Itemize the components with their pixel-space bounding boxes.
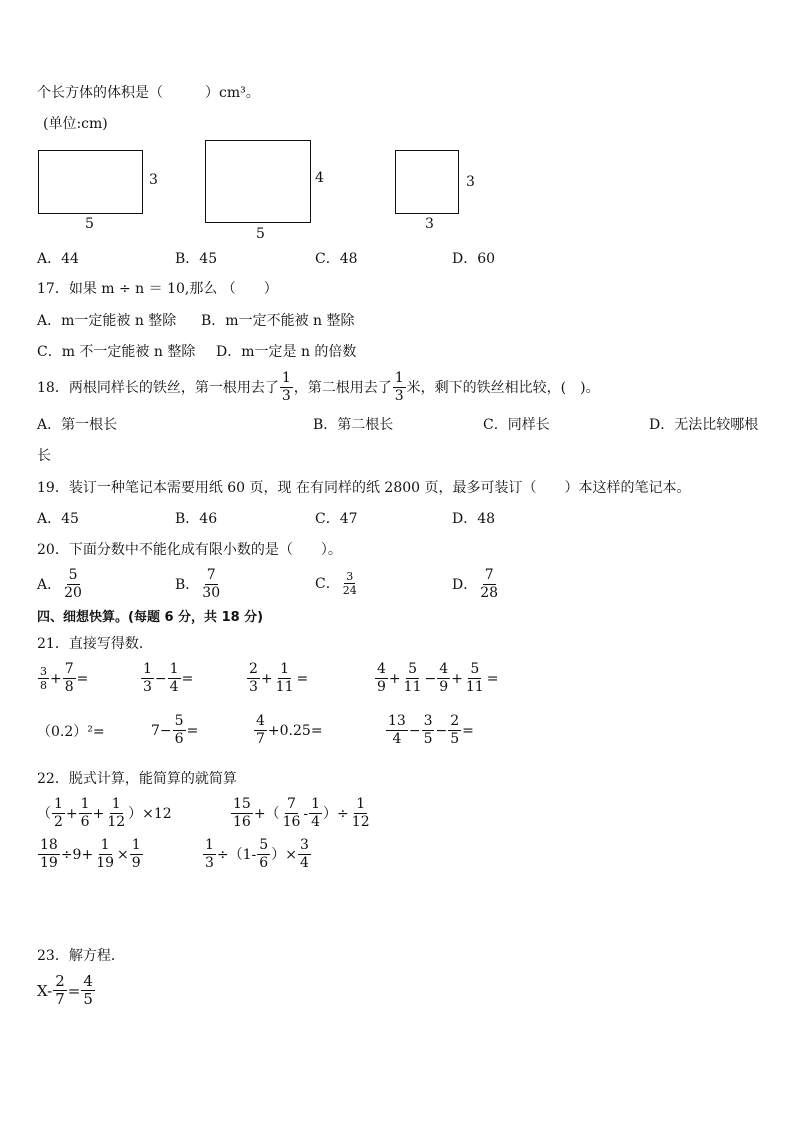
rectangle-1 [38, 150, 143, 214]
q20-option-a[interactable]: A． 5 20 [37, 567, 82, 601]
rectangle-2 [205, 140, 311, 223]
q22-expr-1: （ 1 2 + $\frac{1}{6}$ + $\frac{1}{12}$ ）×12 [37, 796, 172, 830]
q21-expr-5: （0.2）²= [37, 724, 105, 740]
q17-stem: 17．如果 m ÷ n ＝ 10,那么 （ ） [37, 281, 278, 297]
rectangle-2-side: 4 [315, 170, 324, 186]
q21-expr-1: 3 8 + $\frac{7}{8}$ = [40, 661, 89, 695]
q18-stem [37, 370, 600, 405]
q19-stem: 19．装订一种笔记本需要用纸 60 页，现 在有同样的纸 2800 页，最多可装订（ ）本这样的笔记本。 [37, 480, 691, 496]
q21-expr-7: 4 7 +0.25= [256, 713, 323, 747]
q18-option-a[interactable]: A．第一根长 [37, 417, 118, 433]
q22-expr-4: $\frac{1}{3}$ ÷（1- 5 6 ）× $\frac{3}{4}$ [205, 837, 309, 871]
q18-option-d-wrap: 长 [37, 448, 51, 464]
q19-option-a[interactable]: A．45 [37, 511, 79, 527]
q17-option-b[interactable]: B．m一定不能被 n 整除 [201, 313, 355, 329]
rectangle-1-bottom: 5 [85, 216, 94, 232]
q16-option-b[interactable]: B．45 [175, 251, 218, 267]
q20-option-d[interactable]: D． 7 28 [452, 567, 499, 601]
q18-option-b[interactable]: B．第二根长 [313, 417, 394, 433]
q16-unit-label: (单位:cm) [43, 116, 108, 132]
q16-option-a[interactable]: A．44 [37, 251, 79, 267]
q21-expr-2: 1 3 − $\frac{1}{4}$ = [143, 661, 194, 695]
q17-option-a[interactable]: A．m一定能被 n 整除 [37, 313, 177, 329]
q18-text-3: 米，剩下的铁丝相比较，( )。 [406, 379, 600, 396]
rectangle-2-bottom: 5 [256, 226, 265, 242]
q20-fraction-c: 3 24 [342, 570, 357, 597]
q18-fraction-2: 1 3 [394, 370, 404, 404]
q18-text-1: 18．两根同样长的铁丝，第一根用去了 [37, 379, 279, 396]
q21-stem: 21．直接写得数． [37, 636, 153, 652]
q16-option-d[interactable]: D．60 [452, 251, 496, 267]
q19-option-d[interactable]: D．48 [452, 511, 496, 527]
q20-stem: 20．下面分数中不能化成有限小数的是（ ）。 [37, 542, 342, 558]
q19-option-b[interactable]: B．46 [175, 511, 218, 527]
q20-fraction-a: 5 20 [64, 567, 82, 601]
q18-option-d[interactable]: D．无法比较哪根 [649, 417, 759, 433]
q23-stem: 23．解方程． [37, 948, 125, 964]
q20-fraction-b: 7 30 [202, 567, 221, 601]
q17-option-d[interactable]: D．m一定是 n 的倍数 [216, 344, 357, 360]
q19-option-c[interactable]: C．47 [315, 511, 358, 527]
q18-option-c[interactable]: C．同样长 [483, 417, 550, 433]
q22-stem: 22．脱式计算，能简算的就简算 [37, 771, 237, 787]
q22-expr-2: 15 16 +（ 7 16 - 1 4 ）÷ $\frac{1}{12}$ [233, 796, 370, 830]
q22-expr-3: $\frac{18}{19}$ ÷9+ $\frac{1}{19}$ × $\frac{1}{9}$ [40, 837, 141, 871]
square-3 [395, 150, 459, 214]
q18-fraction-1: 1 3 [281, 370, 291, 404]
q21-expr-3: 2 3 + $\frac{1}{11}$ = [249, 661, 309, 695]
q17-option-c[interactable]: C．m 不一定能被 n 整除 [37, 344, 196, 360]
rectangle-1-side: 3 [149, 172, 158, 188]
q21-expr-8: 13 4 − $\frac{3}{5}$ − $\frac{2}{5}$ = [388, 713, 474, 747]
q21-expr-6: 7− $\frac{5}{6}$ = [151, 713, 199, 747]
q21-expr-4: 4 9 + $\frac{5}{11}$ − $\frac{4}{9}$ + $\frac{5}{11}$ = [377, 661, 499, 695]
q20-option-c[interactable]: C． 3 24 [315, 570, 357, 597]
q20-option-b[interactable]: B． 7 30 [175, 567, 221, 601]
q18-text-2: ，第二根用去了 [293, 379, 392, 396]
q23-equation: X- $\frac{2}{7}$ = $\frac{4}{5}$ [37, 972, 93, 1008]
square-3-bottom: 3 [425, 216, 434, 232]
q16-option-c[interactable]: C．48 [315, 251, 358, 267]
q16-stem: 个长方体的体积是（ ）cm³。 [37, 85, 260, 101]
q20-fraction-d: 7 28 [480, 567, 499, 601]
section-heading: 四、细想快算。(每题 6 分，共 18 分) [37, 610, 264, 625]
square-3-side: 3 [466, 174, 475, 190]
